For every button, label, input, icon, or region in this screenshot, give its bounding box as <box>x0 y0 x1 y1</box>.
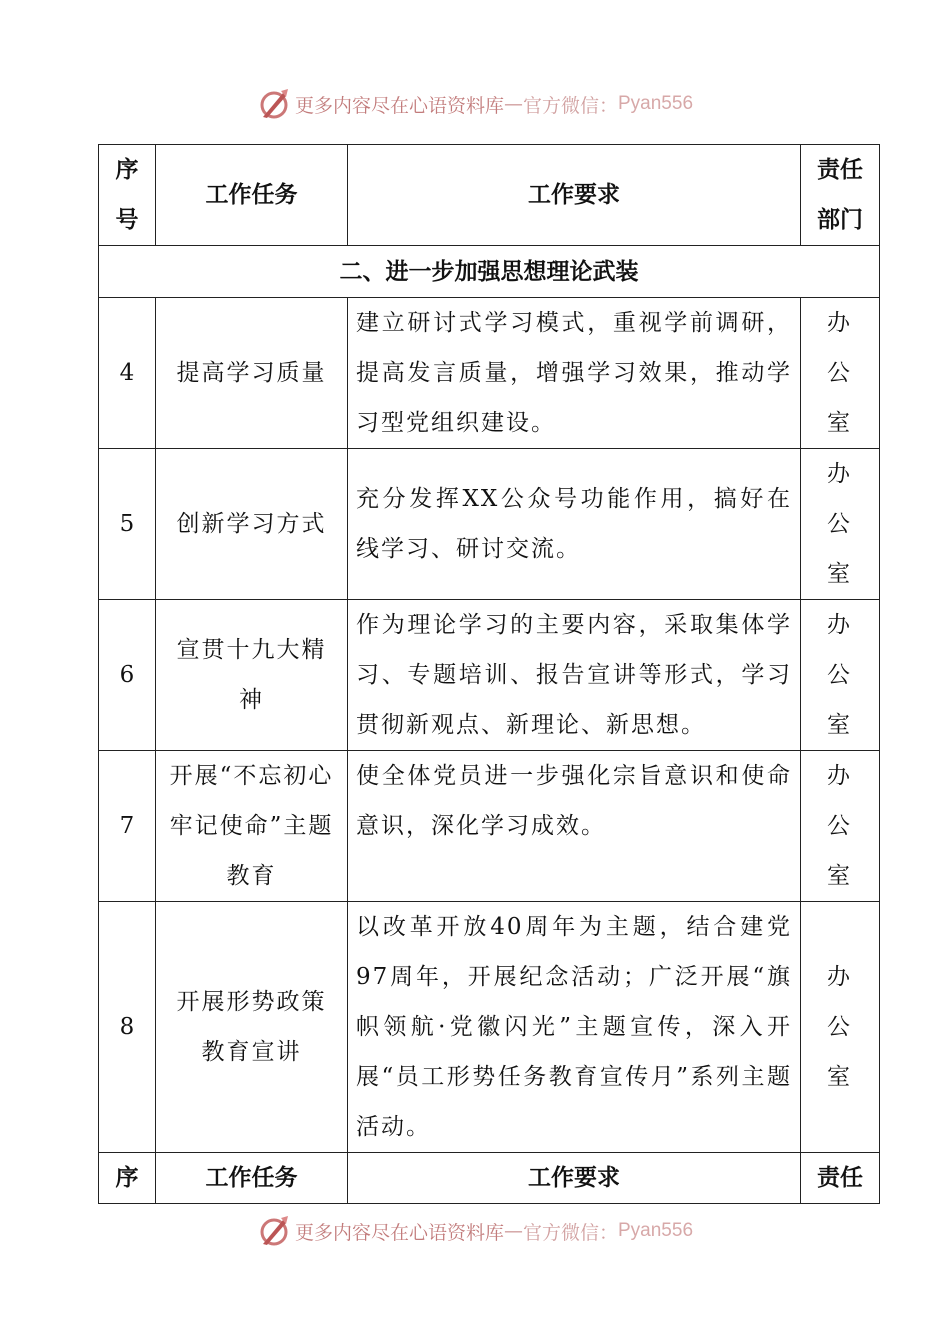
row-req: 充分发挥XX公众号功能作用，搞好在线学习、研讨交流。 <box>348 449 801 600</box>
banner-wechat-id: Pyan556 <box>618 1220 694 1241</box>
banner-brand-text: 更多内容尽在心语资料库 <box>294 94 504 117</box>
banner-wechat-label: 官方微信： <box>522 1221 618 1244</box>
section-title: 二、进一步加强思想理论武装 <box>99 246 880 298</box>
table-row <box>99 600 880 751</box>
header-req: 工作要求 <box>348 145 801 246</box>
section-row <box>99 246 880 298</box>
header-dept: 责任部门 <box>801 145 880 246</box>
row-no: 5 <box>99 449 156 600</box>
row-dept: 办公室 <box>801 751 880 902</box>
row-dept: 办公室 <box>801 449 880 600</box>
footer-no: 序 <box>99 1153 156 1204</box>
footer-req: 工作要求 <box>348 1153 801 1204</box>
footer-dept: 责任 <box>801 1153 880 1204</box>
row-dept: 办公室 <box>801 600 880 751</box>
header-task: 工作任务 <box>156 145 348 246</box>
table-row <box>99 902 880 1153</box>
watermark-banner-bottom <box>0 1211 950 1251</box>
work-plan-table <box>98 144 880 1204</box>
header-no: 序号 <box>99 145 156 246</box>
table-row <box>99 298 880 449</box>
row-req: 以改革开放40周年为主题，结合建党97周年，开展纪念活动；广泛开展“旗帜领航·党徽闪光”主题宣传，深入开展“员工形势任务教育宣传月”系列主题活动。 <box>348 902 801 1153</box>
row-task: 开展形势政策教育宣讲 <box>156 902 348 1153</box>
row-task: 宣贯十九大精神 <box>156 600 348 751</box>
row-no: 4 <box>99 298 156 449</box>
row-req: 作为理论学习的主要内容，采取集体学习、专题培训、报告宣讲等形式，学习贯彻新观点、新理论、新思想。 <box>348 600 801 751</box>
row-dept: 办公室 <box>801 298 880 449</box>
quill-logo-icon <box>257 87 291 121</box>
watermark-banner-top <box>0 84 950 124</box>
banner-dash: — <box>503 1220 523 1242</box>
row-task: 提高学习质量 <box>156 298 348 449</box>
table-row <box>99 449 880 600</box>
row-req: 建立研讨式学习模式，重视学前调研，提高发言质量，增强学习效果，推动学习型党组织建设。 <box>348 298 801 449</box>
header-row <box>99 145 880 246</box>
row-no: 7 <box>99 751 156 902</box>
footer-task: 工作任务 <box>156 1153 348 1204</box>
banner-wechat-id: Pyan556 <box>618 93 694 114</box>
table-row <box>99 751 880 902</box>
row-no: 8 <box>99 902 156 1153</box>
row-no: 6 <box>99 600 156 751</box>
banner-dash: — <box>503 93 523 115</box>
banner-brand-text: 更多内容尽在心语资料库 <box>294 1221 504 1244</box>
footer-header-row <box>99 1153 880 1204</box>
banner-wechat-label: 官方微信： <box>522 94 618 117</box>
row-task: 开展“不忘初心 牢记使命”主题教育 <box>156 751 348 902</box>
row-dept: 办公室 <box>801 902 880 1153</box>
row-req: 使全体党员进一步强化宗旨意识和使命意识，深化学习成效。 <box>348 751 801 902</box>
quill-logo-icon <box>257 1214 291 1248</box>
row-task: 创新学习方式 <box>156 449 348 600</box>
